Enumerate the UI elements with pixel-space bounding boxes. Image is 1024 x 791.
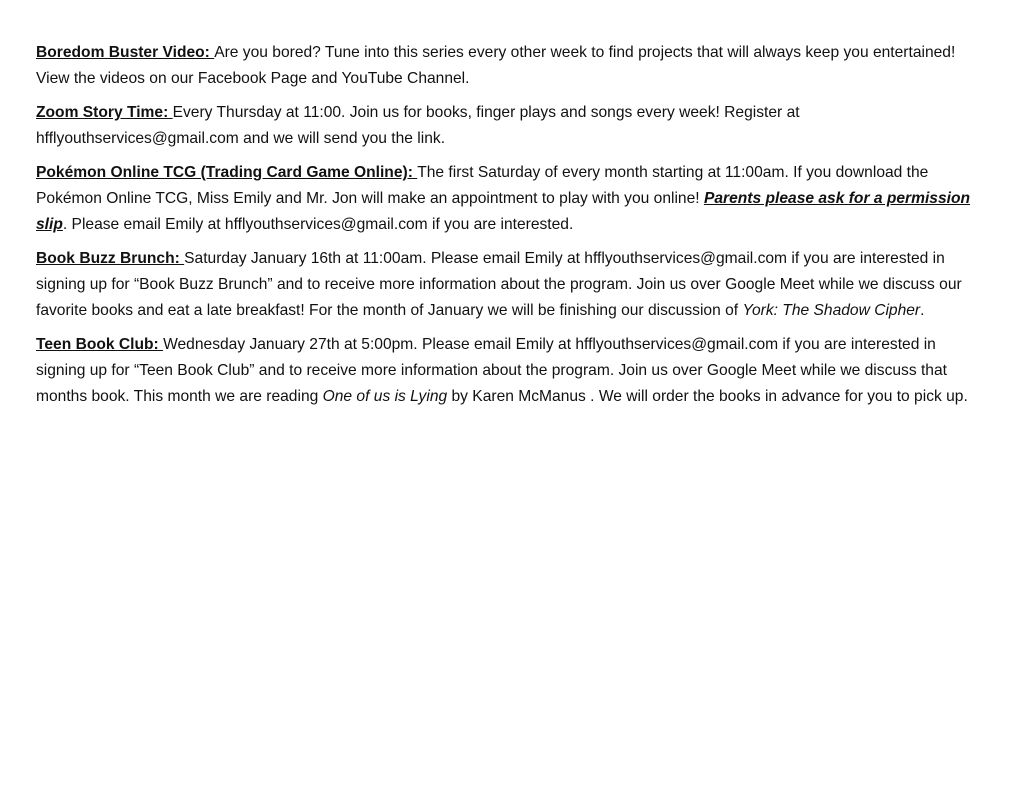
entry-text: Every Thursday at 11:00. Join us for books, finger plays and songs every week! Register at hfflyouthservices@gmail.com and we will send you the link. [36, 104, 800, 147]
entry-text-after: . Please email Emily at hfflyouthservices@gmail.com if you are interested. [62, 216, 574, 233]
entry-text: Saturday January 16th at 11:00am. Please email Emily at hfflyouthservices@gmail.com if you are interested in signing up for “Book Buzz Brunch” and to receive more information about the program. Join us over Google Meet while we discuss our favorite books and eat a late breakfast! For the month of January we will be finishing our discussion of [36, 250, 962, 319]
entry-book-buzz-brunch [36, 246, 988, 324]
entry-text: Are you bored? Tune into this series every other week to find projects that will always keep you entertained! View the videos on our Facebook Page and YouTube Channel. [36, 44, 956, 87]
entry-heading: Pokémon Online TCG (Trading Card Game Online): [36, 164, 418, 181]
entry-text-after: . [920, 302, 925, 319]
entry-heading: Book Buzz Brunch: [36, 250, 185, 267]
entry-pokemon-tcg [36, 160, 988, 238]
entry-text: The first Saturday of every month starting at 11:00am. If you download the Pokémon Online TCG, Miss Emily and Mr. Jon will make an appointment to play with you online! [36, 164, 929, 207]
entry-heading: Boredom Buster Video: [36, 44, 215, 61]
entry-heading: Teen Book Club: [36, 336, 164, 353]
entry-heading: Zoom Story Time: [36, 104, 173, 121]
entry-text-after: by Karen McManus . We will order the books in advance for you to pick up. [447, 388, 968, 405]
permission-slip-note: Parents please ask for a permission slip [36, 190, 971, 233]
book-title: One of us is Lying [322, 388, 448, 405]
book-title: York: The Shadow Cipher [742, 302, 921, 319]
entry-zoom-story-time [36, 100, 988, 152]
document-page [36, 40, 988, 418]
entry-boredom-buster [36, 40, 988, 92]
entry-teen-book-club [36, 332, 988, 410]
entry-text: Wednesday January 27th at 5:00pm. Please email Emily at hfflyouthservices@gmail.com if you are interested in signing up for “Teen Book Club” and to receive more information about the program. Join us over Google Meet while we discuss that months book. This month we are reading [36, 336, 947, 405]
